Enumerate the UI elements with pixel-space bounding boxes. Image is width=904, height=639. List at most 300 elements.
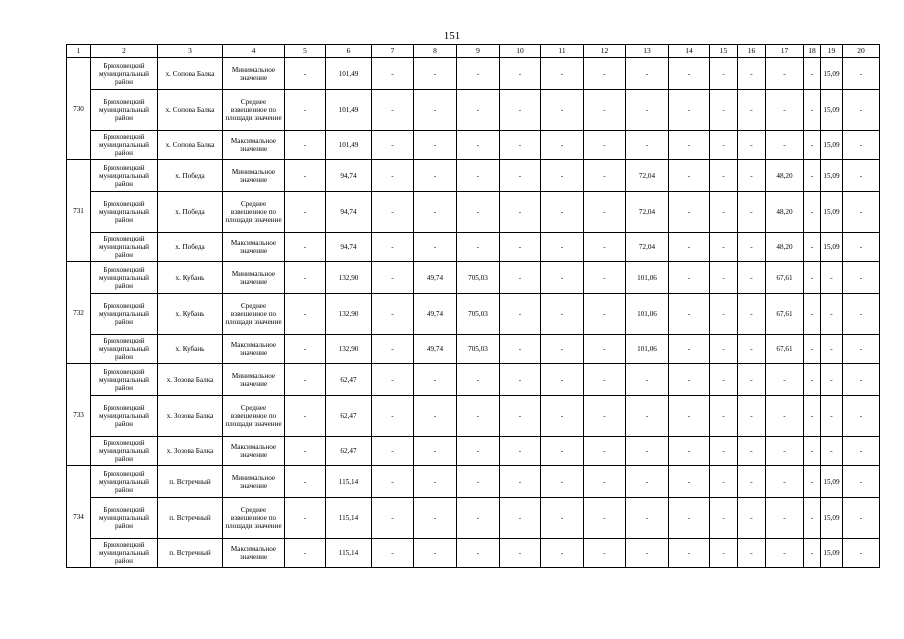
column-header: 3 — [158, 45, 223, 58]
value-cell-col-9: - — [457, 539, 500, 568]
column-header: 7 — [372, 45, 414, 58]
value-cell-col-8: - — [414, 396, 457, 437]
indicator-cell: Среднее взвешенное по площади значение — [223, 498, 285, 539]
value-cell-col-6: 62,47 — [326, 437, 372, 466]
value-cell-col-14: - — [669, 192, 710, 233]
value-cell-col-13: - — [626, 58, 669, 90]
value-cell-col-7: - — [372, 262, 414, 294]
value-cell-col-13: 101,06 — [626, 262, 669, 294]
value-cell-col-16: - — [738, 437, 766, 466]
value-cell-col-19: 15,09 — [821, 58, 843, 90]
value-cell-col-11: - — [541, 131, 584, 160]
settlement-cell: х. Победа — [158, 233, 223, 262]
value-cell-col-15: - — [710, 90, 738, 131]
value-cell-col-20: - — [843, 233, 880, 262]
value-cell-col-5: - — [285, 466, 326, 498]
column-header: 13 — [626, 45, 669, 58]
column-header: 6 — [326, 45, 372, 58]
value-cell-col-17: - — [766, 364, 804, 396]
value-cell-col-17: - — [766, 539, 804, 568]
district-cell: Брюховецкий муниципальный район — [91, 192, 158, 233]
value-cell-col-11: - — [541, 58, 584, 90]
indicator-cell: Среднее взвешенное по площади значение — [223, 192, 285, 233]
value-cell-col-15: - — [710, 160, 738, 192]
value-cell-col-20: - — [843, 192, 880, 233]
district-cell: Брюховецкий муниципальный район — [91, 335, 158, 364]
value-cell-col-13: - — [626, 90, 669, 131]
column-header: 17 — [766, 45, 804, 58]
value-cell-col-17: 67,61 — [766, 294, 804, 335]
group-number-cell: 734 — [67, 466, 91, 568]
value-cell-col-12: - — [584, 58, 626, 90]
value-cell-col-16: - — [738, 294, 766, 335]
table-row — [67, 294, 880, 335]
value-cell-col-8: - — [414, 498, 457, 539]
value-cell-col-11: - — [541, 396, 584, 437]
value-cell-col-16: - — [738, 160, 766, 192]
value-cell-col-19: 15,09 — [821, 131, 843, 160]
value-cell-col-9: 705,03 — [457, 335, 500, 364]
value-cell-col-11: - — [541, 466, 584, 498]
value-cell-col-5: - — [285, 90, 326, 131]
value-cell-col-16: - — [738, 233, 766, 262]
value-cell-col-20: - — [843, 58, 880, 90]
value-cell-col-11: - — [541, 90, 584, 131]
value-cell-col-9: - — [457, 90, 500, 131]
district-cell: Брюховецкий муниципальный район — [91, 160, 158, 192]
value-cell-col-8: - — [414, 233, 457, 262]
value-cell-col-10: - — [500, 131, 541, 160]
table-row — [67, 364, 880, 396]
value-cell-col-14: - — [669, 498, 710, 539]
value-cell-col-19: 15,09 — [821, 192, 843, 233]
value-cell-col-16: - — [738, 58, 766, 90]
value-cell-col-19: - — [821, 262, 843, 294]
value-cell-col-7: - — [372, 192, 414, 233]
value-cell-col-19: - — [821, 437, 843, 466]
value-cell-col-20: - — [843, 466, 880, 498]
value-cell-col-14: - — [669, 233, 710, 262]
value-cell-col-17: 48,20 — [766, 160, 804, 192]
value-cell-col-13: - — [626, 466, 669, 498]
value-cell-col-5: - — [285, 294, 326, 335]
column-header: 16 — [738, 45, 766, 58]
value-cell-col-15: - — [710, 466, 738, 498]
value-cell-col-17: 48,20 — [766, 192, 804, 233]
data-table — [66, 44, 880, 568]
value-cell-col-9: - — [457, 192, 500, 233]
table-row — [67, 192, 880, 233]
value-cell-col-9: - — [457, 498, 500, 539]
column-header: 18 — [804, 45, 821, 58]
value-cell-col-15: - — [710, 192, 738, 233]
value-cell-col-5: - — [285, 335, 326, 364]
value-cell-col-8: 49,74 — [414, 294, 457, 335]
value-cell-col-8: 49,74 — [414, 335, 457, 364]
value-cell-col-8: - — [414, 58, 457, 90]
value-cell-col-19: 15,09 — [821, 539, 843, 568]
table-row — [67, 131, 880, 160]
district-cell: Брюховецкий муниципальный район — [91, 396, 158, 437]
value-cell-col-20: - — [843, 131, 880, 160]
indicator-cell: Максимальное значение — [223, 131, 285, 160]
group-number-cell: 731 — [67, 160, 91, 262]
value-cell-col-12: - — [584, 539, 626, 568]
value-cell-col-8: - — [414, 437, 457, 466]
value-cell-col-6: 101,49 — [326, 90, 372, 131]
group-number-cell: 732 — [67, 262, 91, 364]
column-header: 11 — [541, 45, 584, 58]
value-cell-col-15: - — [710, 294, 738, 335]
value-cell-col-20: - — [843, 539, 880, 568]
value-cell-col-16: - — [738, 364, 766, 396]
value-cell-col-20: - — [843, 335, 880, 364]
value-cell-col-19: - — [821, 364, 843, 396]
value-cell-col-13: 72,04 — [626, 192, 669, 233]
value-cell-col-19: 15,09 — [821, 466, 843, 498]
value-cell-col-14: - — [669, 160, 710, 192]
value-cell-col-9: - — [457, 233, 500, 262]
value-cell-col-11: - — [541, 294, 584, 335]
value-cell-col-13: 72,04 — [626, 233, 669, 262]
settlement-cell: п. Встречный — [158, 498, 223, 539]
value-cell-col-11: - — [541, 335, 584, 364]
column-header: 4 — [223, 45, 285, 58]
value-cell-col-13: 101,06 — [626, 294, 669, 335]
value-cell-col-14: - — [669, 90, 710, 131]
value-cell-col-18: - — [804, 160, 821, 192]
table-row — [67, 160, 880, 192]
value-cell-col-7: - — [372, 131, 414, 160]
table-row — [67, 437, 880, 466]
value-cell-col-10: - — [500, 192, 541, 233]
value-cell-col-7: - — [372, 58, 414, 90]
value-cell-col-5: - — [285, 364, 326, 396]
value-cell-col-18: - — [804, 131, 821, 160]
value-cell-col-12: - — [584, 90, 626, 131]
value-cell-col-6: 94,74 — [326, 233, 372, 262]
value-cell-col-12: - — [584, 131, 626, 160]
value-cell-col-15: - — [710, 539, 738, 568]
value-cell-col-9: 705,03 — [457, 262, 500, 294]
value-cell-col-20: - — [843, 262, 880, 294]
value-cell-col-12: - — [584, 335, 626, 364]
value-cell-col-9: - — [457, 396, 500, 437]
value-cell-col-14: - — [669, 539, 710, 568]
indicator-cell: Минимальное значение — [223, 58, 285, 90]
value-cell-col-5: - — [285, 58, 326, 90]
settlement-cell: х. Зозова Балка — [158, 396, 223, 437]
value-cell-col-6: 62,47 — [326, 396, 372, 437]
district-cell: Брюховецкий муниципальный район — [91, 90, 158, 131]
table-row — [67, 466, 880, 498]
group-number-cell: 733 — [67, 364, 91, 466]
value-cell-col-11: - — [541, 160, 584, 192]
indicator-cell: Среднее взвешенное по площади значение — [223, 396, 285, 437]
value-cell-col-8: - — [414, 192, 457, 233]
value-cell-col-5: - — [285, 437, 326, 466]
value-cell-col-6: 115,14 — [326, 466, 372, 498]
value-cell-col-6: 101,49 — [326, 131, 372, 160]
value-cell-col-12: - — [584, 262, 626, 294]
settlement-cell: х. Победа — [158, 160, 223, 192]
value-cell-col-10: - — [500, 466, 541, 498]
value-cell-col-19: 15,09 — [821, 160, 843, 192]
value-cell-col-18: - — [804, 294, 821, 335]
value-cell-col-10: - — [500, 90, 541, 131]
table-row — [67, 396, 880, 437]
value-cell-col-16: - — [738, 90, 766, 131]
value-cell-col-13: 72,04 — [626, 160, 669, 192]
value-cell-col-8: - — [414, 539, 457, 568]
value-cell-col-15: - — [710, 233, 738, 262]
value-cell-col-7: - — [372, 335, 414, 364]
column-header: 14 — [669, 45, 710, 58]
value-cell-col-20: - — [843, 437, 880, 466]
indicator-cell: Максимальное значение — [223, 233, 285, 262]
value-cell-col-7: - — [372, 233, 414, 262]
value-cell-col-6: 101,49 — [326, 58, 372, 90]
value-cell-col-16: - — [738, 262, 766, 294]
value-cell-col-15: - — [710, 262, 738, 294]
value-cell-col-15: - — [710, 335, 738, 364]
value-cell-col-9: - — [457, 160, 500, 192]
value-cell-col-10: - — [500, 58, 541, 90]
value-cell-col-7: - — [372, 160, 414, 192]
value-cell-col-17: 67,61 — [766, 335, 804, 364]
value-cell-col-7: - — [372, 396, 414, 437]
table-row — [67, 233, 880, 262]
value-cell-col-17: - — [766, 437, 804, 466]
settlement-cell: п. Встречный — [158, 466, 223, 498]
value-cell-col-12: - — [584, 294, 626, 335]
value-cell-col-15: - — [710, 364, 738, 396]
district-cell: Брюховецкий муниципальный район — [91, 364, 158, 396]
value-cell-col-17: - — [766, 466, 804, 498]
value-cell-col-6: 132,90 — [326, 335, 372, 364]
value-cell-col-11: - — [541, 539, 584, 568]
table-row — [67, 90, 880, 131]
value-cell-col-8: - — [414, 364, 457, 396]
value-cell-col-14: - — [669, 396, 710, 437]
value-cell-col-9: - — [457, 131, 500, 160]
value-cell-col-19: - — [821, 396, 843, 437]
value-cell-col-18: - — [804, 466, 821, 498]
district-cell: Брюховецкий муниципальный район — [91, 498, 158, 539]
value-cell-col-13: - — [626, 498, 669, 539]
value-cell-col-8: - — [414, 90, 457, 131]
settlement-cell: х. Зозова Балка — [158, 437, 223, 466]
value-cell-col-6: 132,90 — [326, 262, 372, 294]
value-cell-col-11: - — [541, 262, 584, 294]
value-cell-col-5: - — [285, 131, 326, 160]
value-cell-col-10: - — [500, 396, 541, 437]
column-header: 9 — [457, 45, 500, 58]
value-cell-col-9: - — [457, 466, 500, 498]
value-cell-col-17: 48,20 — [766, 233, 804, 262]
value-cell-col-6: 94,74 — [326, 192, 372, 233]
value-cell-col-11: - — [541, 233, 584, 262]
value-cell-col-7: - — [372, 466, 414, 498]
value-cell-col-17: - — [766, 498, 804, 539]
value-cell-col-18: - — [804, 335, 821, 364]
value-cell-col-17: - — [766, 90, 804, 131]
settlement-cell: х. Кубань — [158, 335, 223, 364]
value-cell-col-16: - — [738, 192, 766, 233]
value-cell-col-5: - — [285, 262, 326, 294]
indicator-cell: Минимальное значение — [223, 466, 285, 498]
value-cell-col-13: 101,06 — [626, 335, 669, 364]
value-cell-col-9: 705,03 — [457, 294, 500, 335]
value-cell-col-10: - — [500, 160, 541, 192]
value-cell-col-7: - — [372, 437, 414, 466]
column-header: 8 — [414, 45, 457, 58]
indicator-cell: Минимальное значение — [223, 364, 285, 396]
column-header: 20 — [843, 45, 880, 58]
table-row — [67, 335, 880, 364]
value-cell-col-20: - — [843, 160, 880, 192]
settlement-cell: х. Сопова Балка — [158, 131, 223, 160]
district-cell: Брюховецкий муниципальный район — [91, 539, 158, 568]
value-cell-col-13: - — [626, 396, 669, 437]
settlement-cell: х. Кубань — [158, 262, 223, 294]
settlement-cell: х. Кубань — [158, 294, 223, 335]
indicator-cell: Максимальное значение — [223, 539, 285, 568]
value-cell-col-14: - — [669, 131, 710, 160]
value-cell-col-18: - — [804, 396, 821, 437]
district-cell: Брюховецкий муниципальный район — [91, 262, 158, 294]
value-cell-col-15: - — [710, 498, 738, 539]
value-cell-col-16: - — [738, 335, 766, 364]
table-row — [67, 262, 880, 294]
value-cell-col-9: - — [457, 58, 500, 90]
value-cell-col-13: - — [626, 364, 669, 396]
value-cell-col-12: - — [584, 364, 626, 396]
value-cell-col-14: - — [669, 437, 710, 466]
indicator-cell: Максимальное значение — [223, 437, 285, 466]
value-cell-col-15: - — [710, 131, 738, 160]
value-cell-col-17: - — [766, 58, 804, 90]
value-cell-col-8: - — [414, 160, 457, 192]
value-cell-col-12: - — [584, 233, 626, 262]
value-cell-col-15: - — [710, 396, 738, 437]
value-cell-col-14: - — [669, 466, 710, 498]
value-cell-col-18: - — [804, 192, 821, 233]
district-cell: Брюховецкий муниципальный район — [91, 437, 158, 466]
column-header: 5 — [285, 45, 326, 58]
table-row — [67, 539, 880, 568]
value-cell-col-16: - — [738, 466, 766, 498]
district-cell: Брюховецкий муниципальный район — [91, 466, 158, 498]
value-cell-col-5: - — [285, 396, 326, 437]
value-cell-col-8: - — [414, 131, 457, 160]
value-cell-col-14: - — [669, 335, 710, 364]
settlement-cell: х. Сопова Балка — [158, 90, 223, 131]
value-cell-col-18: - — [804, 539, 821, 568]
value-cell-col-12: - — [584, 466, 626, 498]
value-cell-col-7: - — [372, 364, 414, 396]
value-cell-col-20: - — [843, 364, 880, 396]
value-cell-col-14: - — [669, 364, 710, 396]
value-cell-col-10: - — [500, 233, 541, 262]
value-cell-col-7: - — [372, 90, 414, 131]
column-header: 12 — [584, 45, 626, 58]
value-cell-col-19: 15,09 — [821, 90, 843, 131]
indicator-cell: Минимальное значение — [223, 262, 285, 294]
value-cell-col-16: - — [738, 498, 766, 539]
column-header: 1 — [67, 45, 91, 58]
district-cell: Брюховецкий муниципальный район — [91, 58, 158, 90]
value-cell-col-18: - — [804, 437, 821, 466]
value-cell-col-17: 67,61 — [766, 262, 804, 294]
value-cell-col-19: 15,09 — [821, 233, 843, 262]
value-cell-col-11: - — [541, 498, 584, 539]
value-cell-col-5: - — [285, 233, 326, 262]
value-cell-col-16: - — [738, 396, 766, 437]
value-cell-col-6: 115,14 — [326, 539, 372, 568]
value-cell-col-5: - — [285, 498, 326, 539]
value-cell-col-10: - — [500, 437, 541, 466]
value-cell-col-18: - — [804, 58, 821, 90]
value-cell-col-19: - — [821, 294, 843, 335]
value-cell-col-6: 132,90 — [326, 294, 372, 335]
value-cell-col-20: - — [843, 396, 880, 437]
value-cell-col-16: - — [738, 131, 766, 160]
value-cell-col-15: - — [710, 58, 738, 90]
value-cell-col-20: - — [843, 90, 880, 131]
indicator-cell: Среднее взвешенное по площади значение — [223, 294, 285, 335]
value-cell-col-12: - — [584, 437, 626, 466]
settlement-cell: п. Встречный — [158, 539, 223, 568]
value-cell-col-20: - — [843, 498, 880, 539]
value-cell-col-13: - — [626, 539, 669, 568]
value-cell-col-11: - — [541, 437, 584, 466]
group-number-cell: 730 — [67, 58, 91, 160]
district-cell: Брюховецкий муниципальный район — [91, 131, 158, 160]
value-cell-col-10: - — [500, 539, 541, 568]
value-cell-col-18: - — [804, 233, 821, 262]
value-cell-col-12: - — [584, 396, 626, 437]
value-cell-col-12: - — [584, 498, 626, 539]
value-cell-col-5: - — [285, 192, 326, 233]
value-cell-col-10: - — [500, 294, 541, 335]
column-header: 19 — [821, 45, 843, 58]
value-cell-col-13: - — [626, 437, 669, 466]
value-cell-col-6: 94,74 — [326, 160, 372, 192]
value-cell-col-7: - — [372, 294, 414, 335]
value-cell-col-18: - — [804, 498, 821, 539]
table-body — [67, 45, 880, 568]
value-cell-col-16: - — [738, 539, 766, 568]
value-cell-col-18: - — [804, 364, 821, 396]
column-header: 10 — [500, 45, 541, 58]
value-cell-col-5: - — [285, 539, 326, 568]
value-cell-col-6: 62,47 — [326, 364, 372, 396]
value-cell-col-20: - — [843, 294, 880, 335]
value-cell-col-9: - — [457, 364, 500, 396]
value-cell-col-14: - — [669, 294, 710, 335]
settlement-cell: х. Победа — [158, 192, 223, 233]
column-header: 2 — [91, 45, 158, 58]
value-cell-col-12: - — [584, 192, 626, 233]
value-cell-col-7: - — [372, 498, 414, 539]
settlement-cell: х. Зозова Балка — [158, 364, 223, 396]
value-cell-col-18: - — [804, 90, 821, 131]
value-cell-col-11: - — [541, 192, 584, 233]
value-cell-col-17: - — [766, 131, 804, 160]
value-cell-col-7: - — [372, 539, 414, 568]
value-cell-col-19: - — [821, 335, 843, 364]
